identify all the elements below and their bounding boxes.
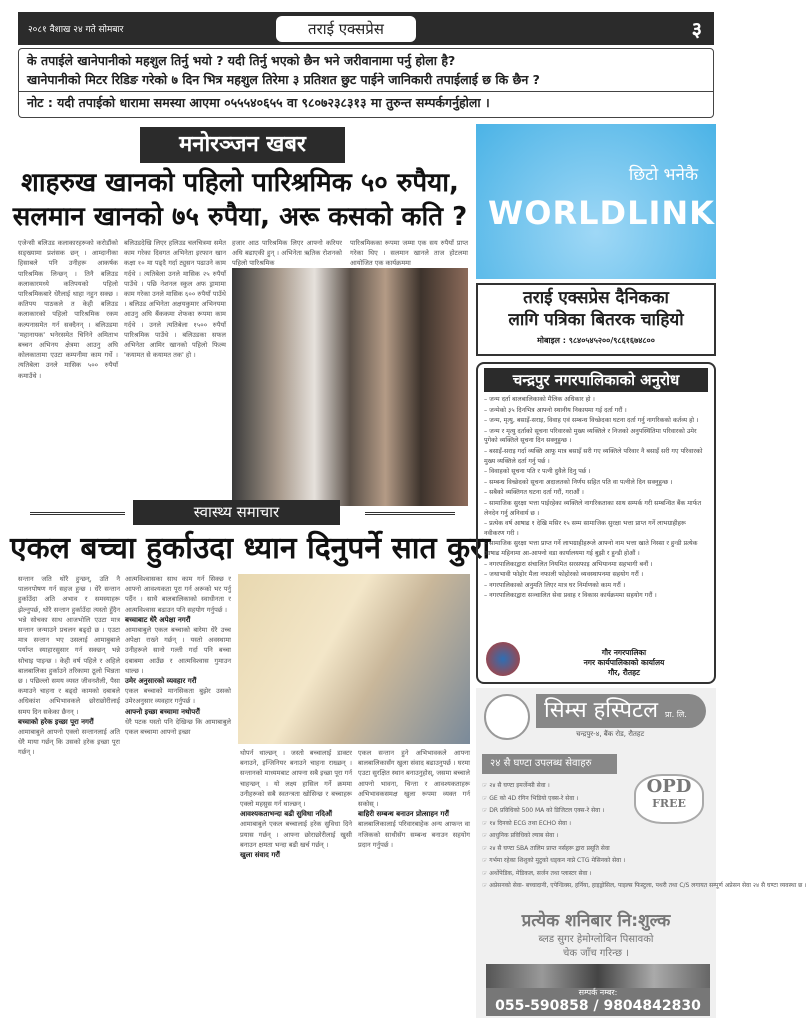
service-item: ☞ आधुनिक प्रविधिको ल्याब सेवा । <box>482 832 559 839</box>
nepal-emblem-icon <box>486 642 520 676</box>
services-list <box>482 780 807 893</box>
chandrapur-municipality-notice: चन्द्रपुर नगरपालिकाको अनुरोध – जन्म दर्ता बालबालिकाको मैलिक अधिकार हो । – जन्मेको ३५ दिनभित्र आफ्नो स्थानीय निकायमा गई दर्ता गरौं । – जन्म, मृत्यु, बसाइँ-सराइ, विवाह एवं सम्बन्ध विच्छेदका घटना दर्ता गर्नु नागरिकको कर्तव्य हो । – जन्म र मृत्यु दर्ताको सूचना परिवारको मुख्य व्यक्तिले र निजको अनुपस्थितिमा परिवारको उमेर पुगेको व्यक्तिले सूचना दिन सक्नुहुन्छ । – बसाइँ-सराइ गर्दा व्यक्ति आफू मात्र बसाइँ सरी गए व्यक्तिले परिवार नै बसाइँ सरी गए परिवारको मुख्य व्यक्तिले दर्ता गर्नु पर्छ । – विवाहको सूचना पति र पत्नी दुवैले दिनु पर्छ । – सम्बन्ध विच्छेदको सूचना अदालतको निर्णय सहित पति वा पत्नीले दिन सक्नुहुन्छ । – सबैको व्यक्तिगत घटना दर्ता गरौं, गराऔं । – सामाजिक सुरक्षा भत्ता पाईरहेका व्यक्तिले नागरिकताका साथ सम्पर्क गरी सम्बन्धित बैंक मार्फत लेनदेन गर्नु अनिवार्य छ । – प्रत्येक वर्ष आषाढ १ देखि मसिर १५ सम्म सामाजिक सुरक्षा भत्ता प्राप्त गर्ने लाभग्राहीहरू नवीकरण गरी । – सामाजिक सुरक्षा भत्ता प्राप्त गर्ने लाभग्राहीहरूले आफ्नो नाम भत्ता खाते निस्सा र हुन्डी प्रत्येक आषाढ महिनामा आ-आफ्नो वडा कार्यालयमा गई बुझी र हुन्डी होऔं । – नगरपालिकाद्वारा संचालित नियमित सरसफाइ अभियानमा सहभागी बनौं । – जथाभावी फोहोर मैला नफाली फोहोरको व्यवस्थापनमा सहयोग गरौं । – नगरपालिकाको अनुमति लिएर मात्र घर निर्माणको काम गरौं । – नगरपालिकाद्वारा सञ्चालित सेवा प्रवाह र विकास कार्यक्रममा सहयोग गरौं । गौर नगरपालिका नगर कार्यपालिकाको कार्यालय गौर, रौतहट <box>476 362 716 684</box>
promo-title: प्रत्येक शनिबार नि:शुल्क <box>521 911 671 931</box>
notice-item: – सामाजिक सुरक्षा भत्ता प्राप्त गर्ने लाभग्राहीहरूले आफ्नो नाम भत्ता खाते निस्सा र हुन्डी प्रत्येक आषाढ महिनामा आ-आफ्नो वडा कार्यालयमा गई बुझी र हुन्डी होऔं । <box>484 540 698 557</box>
service-item: ☞ १४ दिनको ECG तथा ECHO सेवा । <box>482 819 572 827</box>
worldlink-logo: WORLDLINK <box>488 194 715 232</box>
notice-title: चन्द्रपुर नगरपालिकाको अनुरोध <box>484 368 708 392</box>
contact-numbers: 055-590858 / 9804842830 <box>495 998 701 1014</box>
notice-line: खानेपानीको मिटर रिडिङ गरेको ७ दिन भित्र महशुल तिरेमा ३ प्रतिशत छुट पाईने जानिकारी तपाईलाई छ कि छैन ? <box>27 72 540 87</box>
notice-item: – जथाभावी फोहोर मैला नफाली फोहोरको व्यवस्थापनमा सहयोग गरौं । <box>484 571 644 579</box>
service-item: ☞ २४ सै घण्टा SBA तालिम प्राप्त नर्सहरू द्वारा प्रसूति सेवा <box>482 844 610 852</box>
sims-hospital-ad: सिम्स हस्पिटल प्रा. लि. चन्द्रपुर-४, बैंक रोड, रौतहट २४ सै घण्टा उपलब्ध सेवाहरु OPD FREE ☞ २४ सै घण्टा इमर्जेन्सी सेवा । ☞ GE को 4D रंगिन भिडियो एक्स-रे सेवा । ☞ DR प्रविधिको 500 MA को डिजिटल एक्स-रे सेवा । ☞ १४ दिनको ECG तथा ECHO सेवा । ☞ आधुनिक प्रविधिको ल्याब सेवा । ☞ २४ सै घण्टा SBA तालिम प्राप्त नर्सहरू द्वारा प्रसूति सेवा ☞ गर्भमा रहेका शिशुको मुटुको धड्कन नाप्ने CTG मेसिनको सेवा । ☞ अर्थोपेडिक, मेडिकल, सर्जन तथा प्लास्टर सेवा । ☞ अप्रेसनको सेवा- बच्चादानी, एपेन्डिक्स, हर्निया, हाइड्रोसिल, पाइल्स फिस्टुला, पथरी तथा C/S लगायत सम्पूर्ण अप्रेसन सेवा २४ सै घण्टा व्यवस्था छ । प्रत्येक शनिबार नि:शुल्क ब्लड सुगर हेमोग्लोबिन पिसावको चेक जाँच गरिन्छ । सम्पर्क नम्बर: 055-590858 / 9804842830 <box>476 688 716 1018</box>
hospital-address: चन्द्रपुर-४, बैंक रोड, रौतहट <box>576 730 645 738</box>
notice-items <box>484 395 708 601</box>
article-column: एजेन्सी बलिउड कलाकारहरूको करोडौंको सङ्ख्यामा प्रशंसक छन् । आम्दानीका हिसाबले पनि उनीहरू आकर्षक पारिश्रमिक लिन्छन् । तिनै बलिउड कलाकारमध्ये कतिपयको पहिलो पारिश्रमिकबारे धेरैलाई थाहा नहुन सक्छ । कतिपय पाठकले त केही बलिउड कलाकारको पहिलो पारिश्रमिक रकम कल्पनासमेत गर्न सक्दैनन् । बलिउडमा 'महानायक' भनेरसमेत चिनिने अमिताभ बच्चन अभिनय क्षेत्रमा आउनु अघि कोलकातामा एउटा कम्पनीमा काम गर्थे । त्यतिबेला उनले मासिक ५०० रुपैयाँ कमाउँथे । <box>18 239 118 380</box>
subheading: उमेर अनुसारको व्यवहार गरौं <box>125 677 197 686</box>
notice-item: – सामाजिक सुरक्षा भत्ता पाईरहेका व्यक्तिले नागरिकताका साथ सम्पर्क गरी सम्बन्धित बैंक मार्फत लेनदेन गर्नु अनिवार्य छ । <box>484 499 702 517</box>
notice-item: – बसाइँ-सराइ गर्दा व्यक्ति आफू मात्र बसाइँ सरी गए व्यक्तिले परिवार नै बसाइँ सरी गए परिवारको मुख्य व्यक्तिले दर्ता गर्नु पर्छ । <box>484 447 703 465</box>
notice-item: – सबैको व्यक्तिगत घटना दर्ता गरौं, गराऔं । <box>484 489 584 497</box>
article-column: पारिश्रमिकका रूपमा जम्मा एक सय रुपैयाँ प्राप्त गरेका थिए । सलमान खानले ताज होटलमा आयोजित एक कार्यक्रममा <box>350 239 468 268</box>
paper-name: तराई एक्सप्रेस <box>276 16 416 42</box>
water-bill-notice <box>18 48 714 118</box>
subheading: बच्चाबाट धेरै अपेक्षा नगरौं <box>125 615 191 624</box>
article-column: सन्तान जति थोरै हुन्छन्, उति नै पालनपोषण गर्न सहज हुन्छ । धेरै सन्तान हुर्काउँदा अति अभाव र समस्याहरू झेल्नुपर्छ, थोरै सन्तान हुर्काउँदा त्यस्तो हुँदैन भन्ने सोचका साथ आजभोलि एउटा मात्र सन्तान जन्माउने प्रचलन बढ्दो छ । एउटा मात्र सन्तान भए उसलाई आमाबुबाले पर्याप्त स्याहारसुसार गर्न सक्छन् भन्ने सोचाइ पाइन्छ । केही वर्ष पहिले र अहिले बालबालिका हुर्काउने तरिकामा ठूलो भिन्नता छ । पछिल्लो समय व्यस्त जीवनशैली, पैसा कमाउने चाहना र बढ्दो कामको दबाबले अधिकांश अभिभावकले छोराछोरीलाई समय दिन सकेका छैनन् । बच्चाको हरेक इच्छा पूरा नगरौं आमाबाबुले आफ्नो एक्लो सन्तानलाई अति धेरै माया गर्छन् कि उसको हरेक इच्छा पूरा गर्छन् । <box>18 575 120 757</box>
service-item: ☞ अर्थोपेडिक, मेडिकल, सर्जन तथा प्लास्टर सेवा । <box>482 869 592 877</box>
issue-date: २०८१ वैशाख २४ गते सोमबार <box>28 25 124 35</box>
notice-item: – जन्मेको ३५ दिनभित्र आफ्नो स्थानीय निकायमा गई दर्ता गरौं । <box>484 406 627 414</box>
subheading: बच्चाको हरेक इच्छा पूरा नगरौं <box>18 717 94 726</box>
notice-item: – नगरपालिकाद्वारा सञ्चालित सेवा प्रवाह र विकास कार्यक्रममा सहयोग गरौं । <box>484 592 657 600</box>
hospital-logo-icon <box>484 694 530 740</box>
notice-item: – जन्म दर्ता बालबालिकाको मैलिक अधिकार हो । <box>484 396 595 403</box>
page-number: ३ <box>691 17 702 41</box>
page-header <box>18 12 714 45</box>
article-column: थोपर्न थाल्छन् । जस्तो बच्चालाई डाक्टर बनाउने, इन्जिनियर बनाउने चाहना राख्छन् । सन्तानको माध्यमबाट आफ्ना सबै इच्छा पूरा गर्न चाहन्छन् । यो लक्ष्य हासिल गर्ने क्रममा उनीहरूको सबै स्वतन्त्रता खोसिन्छ र बच्चाहरू एक्लो महसुस गर्न थाल्छन् । आवश्यकताभन्दा बढी सुविधा नदिऔं आमाबाबुले एकल बच्चालाई हरेक सुविधा दिने प्रयास गर्छन् । आफ्ना छोराछोरीलाई खुसी बनाउन क्षमता भन्दा बढी खर्च गर्छन् । खुला संवाद गरौं <box>240 749 352 860</box>
notice-item: – जन्म र मृत्यु दर्ताको सूचना परिवारको मुख्य व्यक्तिले र निजको अनुपस्थितिमा परिवारको उमेर पुगेको व्यक्तिले सूचना दिन सक्नुहुन्छ । <box>484 427 697 445</box>
headline-line-1: शाहरुख खानको पहिलो पारिश्रमिक ५० रुपैया, <box>21 168 459 198</box>
service-item: ☞ गर्भमा रहेका शिशुको मुटुको धड्कन नाप्ने CTG मेसिनको सेवा । <box>482 857 626 864</box>
service-item: ☞ GE को 4D रंगिन भिडियो एक्स-रे सेवा । <box>482 794 579 802</box>
divider <box>30 512 125 515</box>
notice-item: – सम्बन्ध विच्छेदको सूचना अदालतको निर्णय सहित पति वा पत्नीले दिन सक्नुहुन्छ । <box>484 478 673 486</box>
headline-line-2: सलमान खानको ७५ रुपैया, अरू कसको कति ? <box>12 202 468 232</box>
distributor-mobile: मोबाइल : ९८४०५४५२००/९८६१६७४८०० <box>537 336 655 345</box>
article-column: हजार आठ पारिश्रमिक लिएर आफ्नो करियर अघि बढाएकी हुन् । अभिनेता ऋतिक रोशनको पहिलो पारिश्रमिक <box>232 239 342 268</box>
notice-item: – जन्म, मृत्यु, बसाइँ-सराइ, विवाह एवं सम्बन्ध विच्छेदका घटना दर्ता गर्नु नागरिकको कर्तव्य हो । <box>484 417 699 425</box>
notice-item: – नगरपालिकाद्वारा संचालित नियमित सरसफाइ अभियानमा सहभागी बनौं । <box>484 560 653 568</box>
worldlink-tagline: छिटो भनेकै <box>628 165 698 185</box>
opd-badge: OPD <box>646 776 692 797</box>
section-label-health: स्वास्थ्य समाचार <box>133 500 340 525</box>
health-headline: एकल बच्चा हुर्काउदा ध्यान दिनुपर्ने सात कुरा <box>10 531 491 566</box>
notice-item: – प्रत्येक वर्ष आषाढ १ देखि मसिर १५ सम्म सामाजिक सुरक्षा भत्ता प्राप्त गर्ने लाभग्राहीहरू नवीकरण गरी । <box>484 520 686 537</box>
hospital-name: सिम्स हस्पिटल प्रा. लि. <box>536 694 706 728</box>
article-column: एकल सन्तान हुने अभिभावकले आफ्ना बालबालिकासँग खुला संवाद बढाउनुपर्छ । घरमा एउटा सुरक्षित स्थान बनाउनुहोस्, जसमा बच्चाले आफ्नो भावना, चिन्ता र आवश्यकताहरू अभिभावकसमक्ष खुला रूपमा व्यक्त गर्न सकोस् । बाहिरी सम्बन्ध बनाउन प्रोत्साहन गरौं बालबालिकालाई परिवारबाहेक अन्य आफन्त वा नजिकको साथीसँग सम्बन्ध बनाउन सहयोग प्रदान गर्नुपर्छ । <box>358 749 470 849</box>
notice-line: के तपाईले खानेपानीको महशुल तिर्नु भयो ? यदी तिर्नु भएको छैन भने जरीवानामा पर्नु होला है? <box>27 53 456 68</box>
subheading: आवश्यकताभन्दा बढी सुविधा नदिऔं <box>240 810 333 819</box>
services-title: २४ सै घण्टा उपलब्ध सेवाहरु <box>482 754 617 774</box>
article-column: आत्मविश्वासका साथ काम गर्न सिक्छ र आफ्नो आवश्यकता पूरा गर्न अरूको भर पर्नु पर्दैन । साथै बालबालिकाको स्वाधीनता र आत्मविश्वास बढाउन पनि सहयोग गर्नुपर्छ । बच्चाबाट धेरै अपेक्षा नगरौं आमाबाबुले एकल बच्चाको बारेमा धेरै उच्च अपेक्षा राख्ने गर्छन् । यस्तो अवस्थामा उनीहरूले सानो गल्ती गर्दा पनि बच्चा दबाबमा आउँछ र आत्मविश्वास गुमाउन थाल्छ । उमेर अनुसारको व्यवहार गरौं एकल बच्चाको मानसिकता बुझेर उसको उमेरअनुसार व्यवहार गर्नुपर्छ । आफ्नो इच्छा बच्चामा नथोपरौं धेरै पटक यस्तो पनि देखिन्छ कि आमाबाबुले एकल बच्चामा आफ्नो इच्छा <box>125 575 231 737</box>
contact-box: सम्पर्क नम्बर: 055-590858 / 9804842830 <box>486 988 710 1016</box>
subheading: खुला संवाद गरौं <box>240 851 280 860</box>
notice-note: नोट : यदी तपाईको धारामा समस्या आएमा ०५५५४०६५५ वा ९८०७२३८३१३ मा तुरुन्त सम्पर्कगर्नुहोला । <box>19 91 713 112</box>
divider <box>365 512 455 515</box>
notice-item: – विवाहको सूचना पति र पत्नी दुवैले दिनु पर्छ । <box>484 468 591 476</box>
service-item: ☞ अप्रेसनको सेवा- बच्चादानी, एपेन्डिक्स, हर्निया, हाइड्रोसिल, पाइल्स फिस्टुला, पथरी तथा C/S लगायत सम्पूर्ण अप्रेसन सेवा २४ सै घण्टा व्यवस्था छ । <box>482 882 807 889</box>
service-item: ☞ DR प्रविधिको 500 MA को डिजिटल एक्स-रे सेवा । <box>482 807 605 814</box>
worldlink-ad <box>476 124 716 279</box>
subheading: बाहिरी सम्बन्ध बनाउन प्रोत्साहन गरौं <box>358 810 449 819</box>
actors-photo <box>232 268 468 506</box>
parent-child-photo <box>238 574 470 744</box>
service-item: ☞ २४ सै घण्टा इमर्जेन्सी सेवा । <box>482 782 550 789</box>
article-column: बलिउडदेखि लिएर हलिउड चलचित्रमा समेत काम गरेका दिवगत अभिनेता इरफान खान कक्षा १० मा पढ्दै गर्दा ट्युसन पढाउने काम गर्दथे । त्यतिबेला उनले मासिक २५ रुपैयाँ पाउँथे । पछि नेशनल स्कुल अफ ड्रामामा काम गरेका उनले मासिक ६०० रुपैयाँ पाउँथे । बलिउड अभिनेता अक्षयकुमार अभिनयमा आउनु अघि बैंककमा शेफका रूपमा काम गर्दथे । उनले त्यतिबेला १५०० रुपैयाँ पारिश्रमिक पाउँथे । बलिउडका सफल अभिनेता आमिर खानको पहिलो फिल्म 'कयामत से कयामत तक' हो । <box>124 239 226 360</box>
notice-item: – नगरपालिकाको अनुमति लिएर मात्र घर निर्माणको काम गरौं । <box>484 581 626 589</box>
section-label-entertainment: मनोरञ्जन खबर <box>140 127 345 163</box>
distributor-wanted-ad: तराई एक्सप्रेस दैनिकका लागि पत्रिका बितरक चाहियो मोबाइल : ९८४०५४५२००/९८६१६७४८०० <box>476 283 716 356</box>
subheading: आफ्नो इच्छा बच्चामा नथोपरौं <box>125 707 200 716</box>
